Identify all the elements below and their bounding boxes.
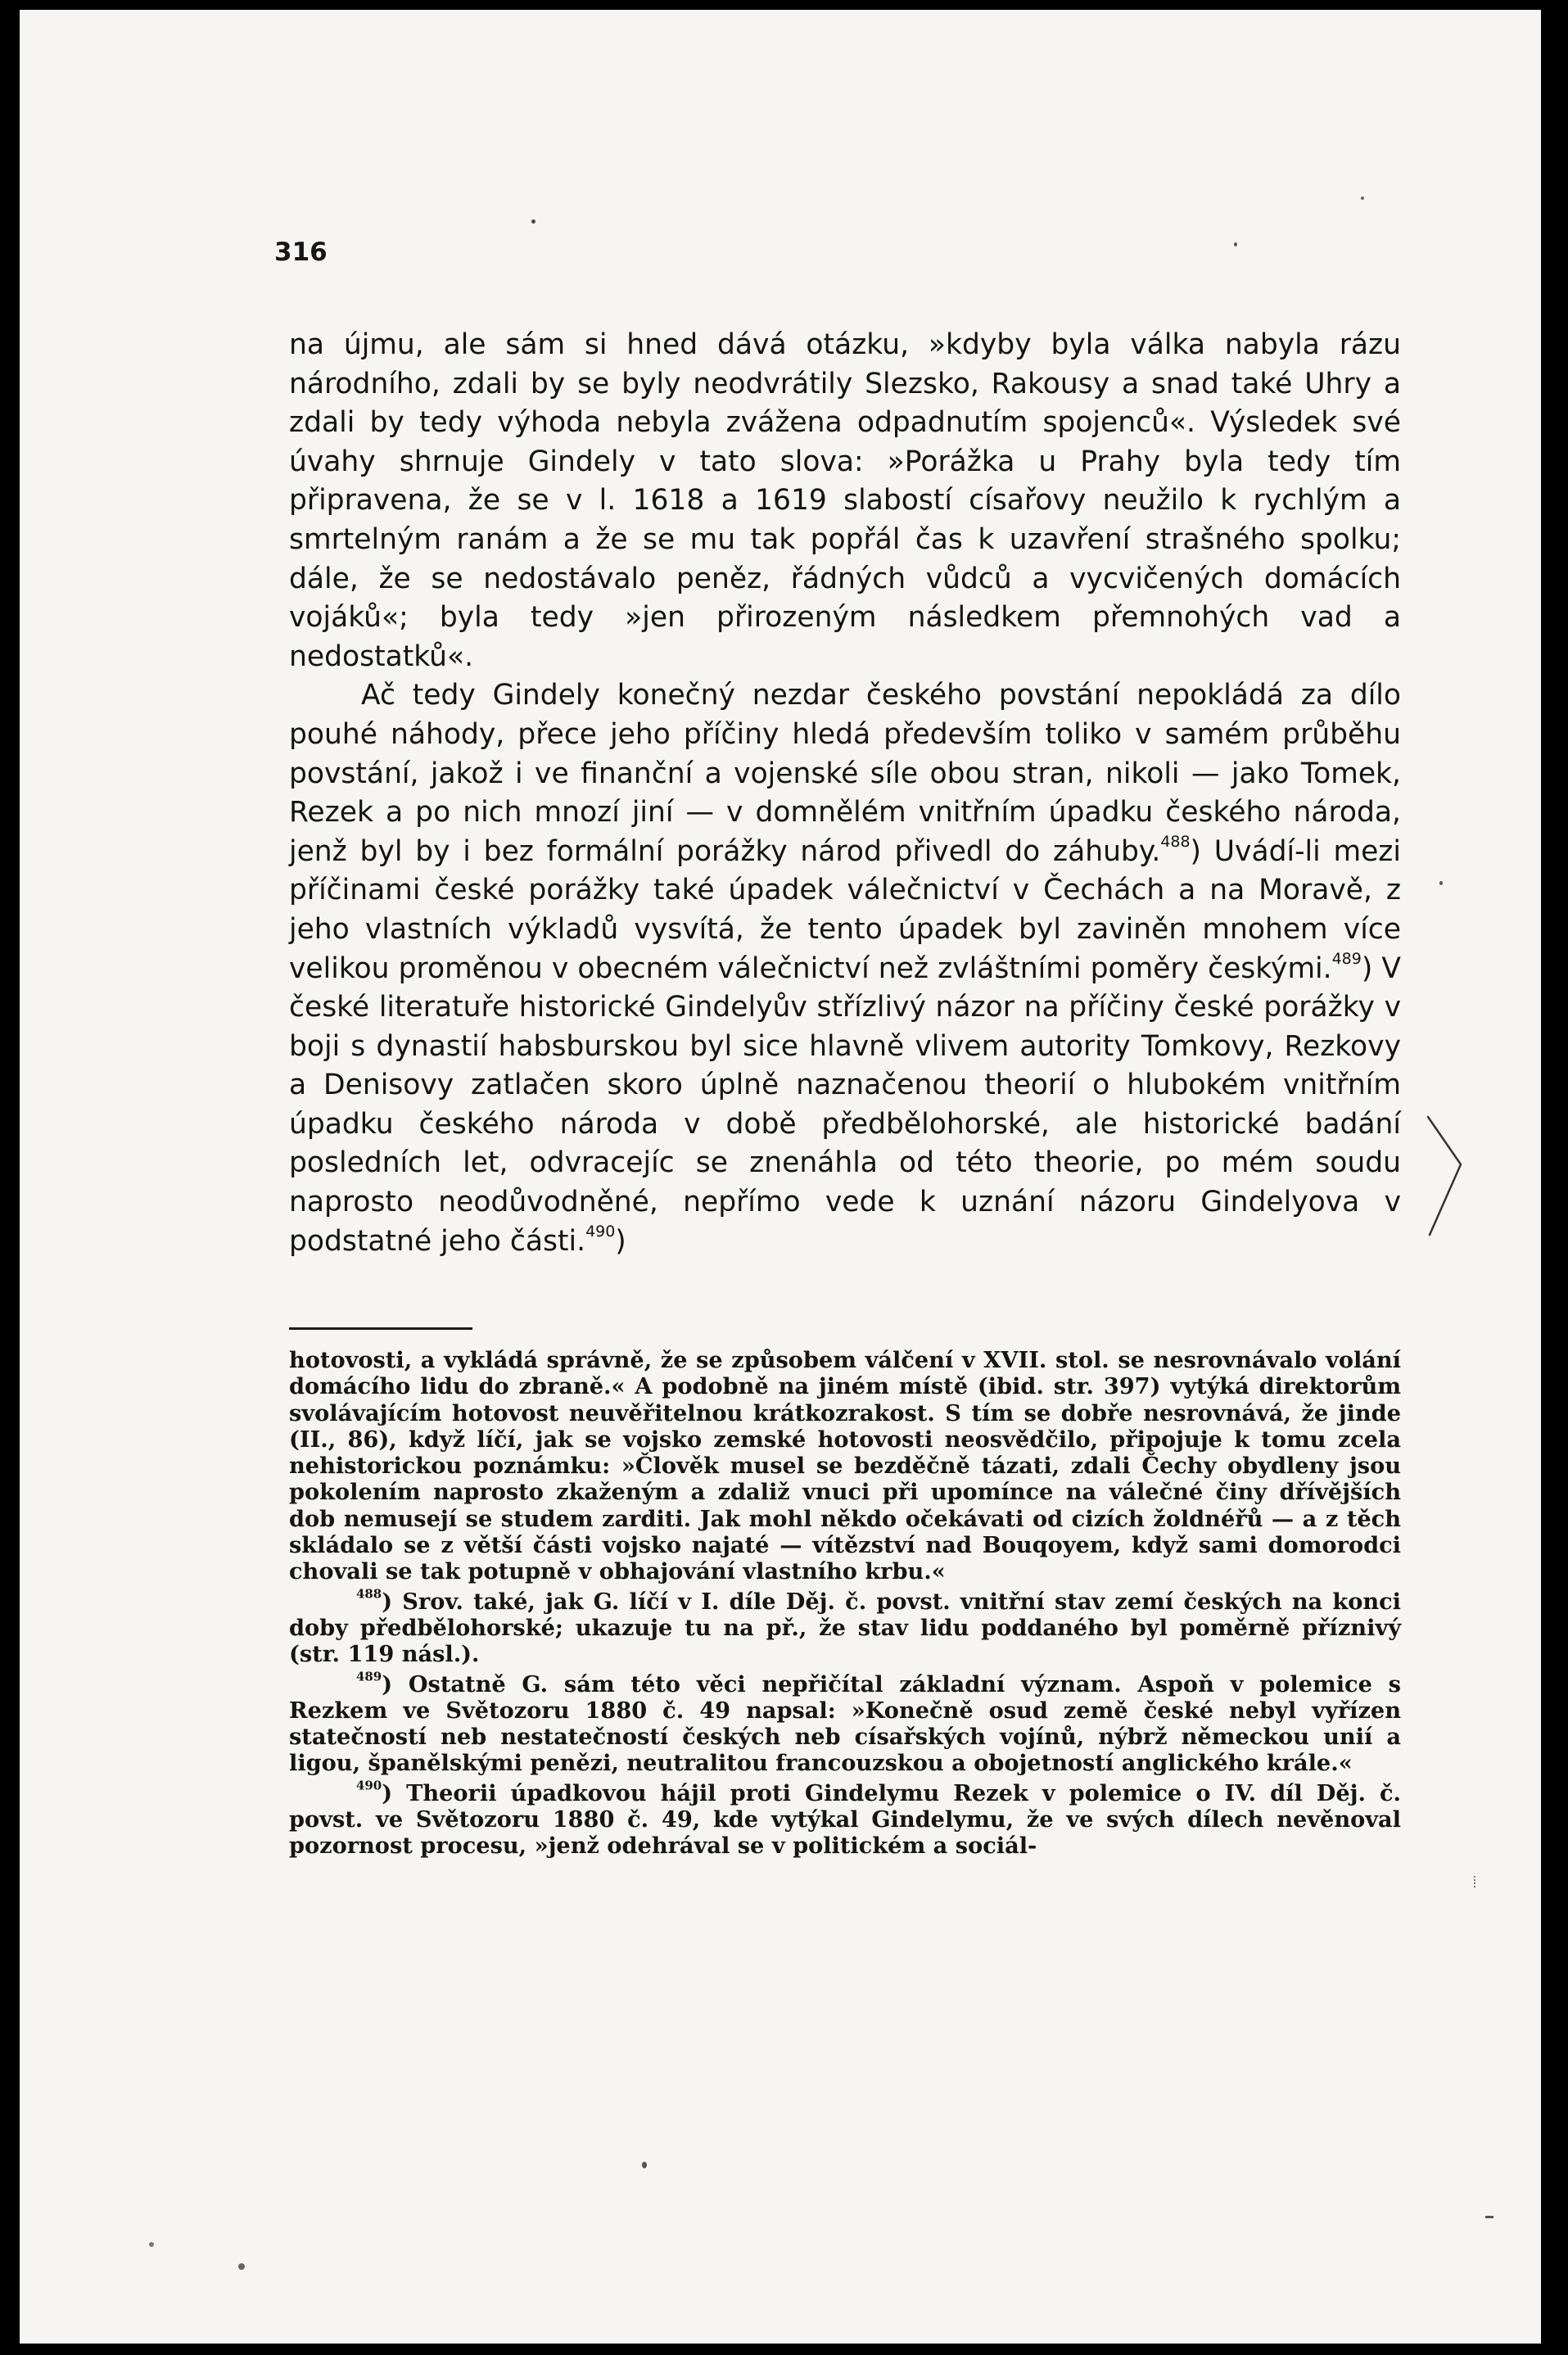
footnote-text: ) Ostatně G. sám této věci nepřičítal základní význam. Aspoň v polemice s Rezkem ve Světozoru 1880 č. 49 napsal: »Konečně osud země české nebyl vyřízen statečností neb nestatečností českých neb císařských vojínů, nýbrž německou unií a ligou, španělskými penězi, neutralitou francouzskou a obojetností anglického krále.«	[289, 1670, 1401, 1777]
paragraph-2-text-a: Ač tedy Gindely konečný nezdar českého povstání nepokládá za dílo pouhé náhody, přece jeho příčiny hledá především toliko v samém průběhu povstání, jakož i ve finanční a vojenské síle obou stran, nikoli — jako Tomek, Rezek a po nich mnozí jiní — v domnělém vnitřním úpadku českého národa, jenž byl by i bez formální porážky národ přivedl do záhuby.	[289, 679, 1401, 868]
paragraph-2-text-b: ) Uvádí-li mezi příčinami české porážky také úpadek válečnictví v Čechách a na Moravě, z jeho vlastních výkladů vysvítá, že tento úpadek byl zaviněn mnohem více velikou proměnou v obecném válečnictví než zvláštními poměry českými.	[289, 834, 1401, 985]
footnote-text: ) Theorii úpadkovou hájil proti Gindelymu Rezek v polemice o IV. díl Děj. č. povst. ve Světozoru 1880 č. 49, kde vytýkal Gindelymu, že ve svých dílech nevěnoval pozornost procesu, »jenž odehrával se v politickém a sociál-	[289, 1779, 1401, 1860]
footnote-490	[289, 1780, 1401, 1860]
footnote-ref-488: 488	[1160, 832, 1191, 851]
footnote-divider	[289, 1327, 472, 1330]
scan-speck	[1361, 197, 1364, 200]
scan-speck	[238, 2263, 245, 2270]
footnote-continuation: hotovosti, a vykládá správně, že se způsobem válčení v XVII. stol. se nesrovnávalo volání domácího lidu do zbraně.« A podobně na jiném místě (ibid. str. 397) vytýká direktorům svolávajícím hotovost neuvěřitelnou krátkozrakost. S tím se dobře nesrovnává, že jinde (II., 86), když líčí, jak se vojsko zemské hotovosti neosvědčilo, připojuje k tomu zcela nehistorickou poznámku: »Člověk musel se bezděčně tázati, zdali Čechy obydleny jsou pokolením naprosto zkaženým a zdaliž vnuci při upomínce na válečné činy dřívějších dob nemusejí se studem zarditi. Jak mohl někdo očekávati od cizích žoldnéřů — a z těch skládalo se z větší části vojsko najaté — vítězství nad Bouqoyem, když sami domorodci chovali se tak potupně v obhajování vlastního krbu.«	[289, 1347, 1401, 1585]
scan-speck	[1234, 242, 1237, 246]
paragraph-1: na újmu, ale sám si hned dává otázku, »kdyby byla válka nabyla rázu národního, zdali by se byly neodvrátily Slezsko, Rakousy a snad také Uhry a zdali by tedy výhoda nebyla zvážena odpadnutím spojenců«. Výsledek své úvahy shrnuje Gindely v tato slova: »Porážka u Prahy byla tedy tím připravena, že se v l. 1618 a 1619 slabostí císařovy neužilo k rychlým a smrtelným ranám a že se mu tak popřál čas k uzavření strašného spolku; dále, že se nedostávalo peněz, řádných vůdců a vycvičených domácích vojáků«; byla tedy »jen přirozeným následkem přemnohých vad a nedostatků«.	[289, 328, 1401, 673]
page-number: 316	[274, 237, 328, 267]
footnote-489	[289, 1671, 1401, 1777]
footnote-text: ) Srov. také, jak G. líčí v I. díle Děj. č. povst. vnitřní stav zemí českých na konci doby předbělohorské; ukazuje tu na př., že stav lidu poddaného byl poměrně příznivý (str. 119 násl.).	[289, 1588, 1401, 1668]
scan-speck	[531, 219, 535, 224]
scan-speck	[1474, 1876, 1482, 1887]
footnote-number: 488	[356, 1586, 382, 1602]
main-text	[289, 326, 1401, 1261]
scan-speck	[149, 2242, 154, 2247]
scan-speck	[642, 2162, 647, 2168]
paragraph-2-text-c: ) V české literatuře historické Gindelyův střízlivý názor na příčiny české porážky v boji s dynastií habsburskou byl sice hlavně vlivem autority Tomkovy, Rezkovy a Denisovy zatlačen skoro úplně naznačenou theorií o hlubokém vnitřním úpadku českého národa v době předbělohorské, ale historické badání posledních let, odvracejíc se znenáhla od této theorie, po mém soudu naprosto neodůvodněné, nepřímo vede k uznání názoru Gindelyova v podstatné jeho části.	[289, 951, 1401, 1258]
paragraph-2	[289, 676, 1401, 1261]
footnote-number: 489	[356, 1669, 382, 1684]
footnote-ref-490: 490	[585, 1222, 616, 1241]
scan-speck	[1439, 881, 1443, 885]
margin-bracket-mark	[1423, 1112, 1472, 1243]
footnote-number: 490	[356, 1778, 382, 1793]
footnote-ref-489: 489	[1331, 949, 1362, 968]
footnote-488	[289, 1586, 1401, 1668]
paragraph-2-text-d: )	[615, 1224, 626, 1258]
footnotes	[289, 1347, 1401, 1860]
scan-speck	[1485, 2216, 1493, 2218]
